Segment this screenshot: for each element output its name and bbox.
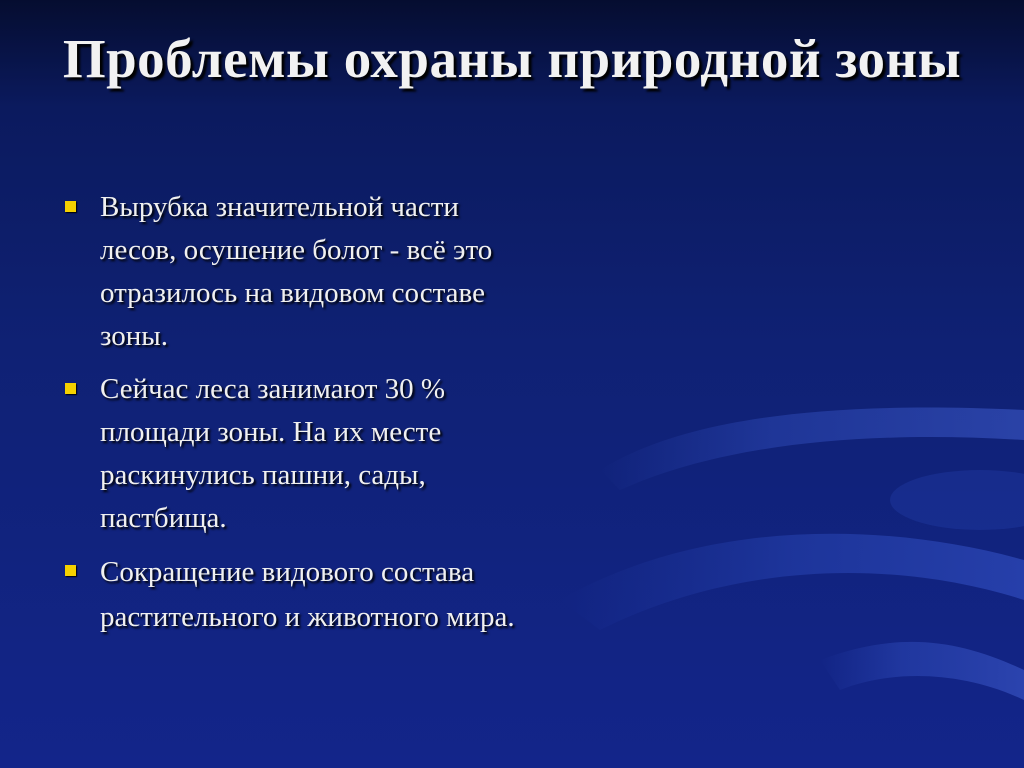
slide-title: Проблемы охраны природной зоны: [62, 28, 962, 89]
bullet-item: [62, 368, 522, 540]
square-bullet-icon: [65, 383, 76, 394]
bullet-list: [62, 186, 522, 650]
bullet-text: Сейчас леса занимают 30 % площади зоны. На их месте раскинулись пашни, сады, пастбища.: [100, 373, 446, 534]
bullet-text: Вырубка значительной части лесов, осушение болот - всё это отразилось на видовом составе зоны.: [100, 191, 493, 352]
bullet-item: [62, 186, 522, 358]
bullet-item: [62, 550, 522, 640]
bullet-text: Сокращение видового состава растительного и животного мира.: [100, 556, 515, 633]
square-bullet-icon: [65, 565, 76, 576]
square-bullet-icon: [65, 201, 76, 212]
